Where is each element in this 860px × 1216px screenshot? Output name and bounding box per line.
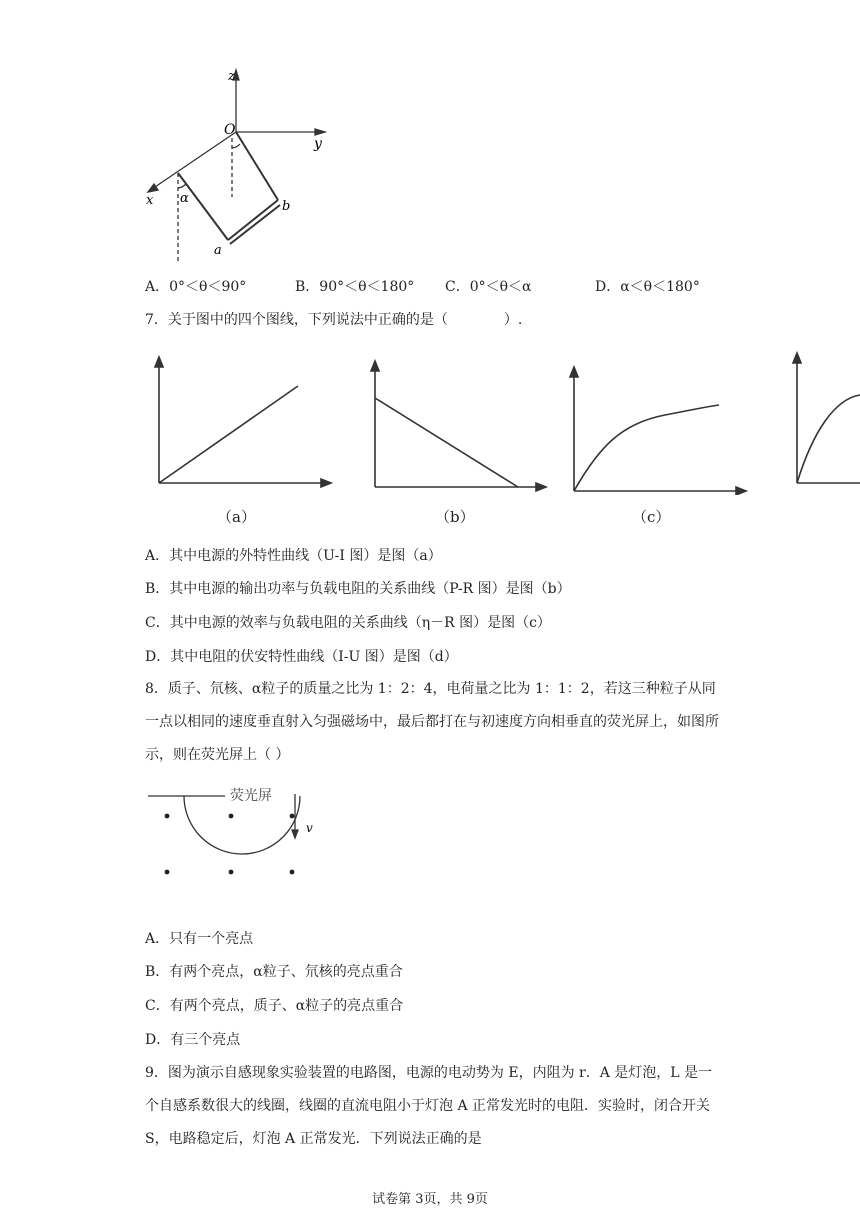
q9-stem: 9．图为演示自感现象实验装置的电路图，电源的电动势为 E，内阻为 r．A 是灯泡，L 是一个自感系数很大的线圈，线圈的直流电阻小于灯泡 A 正常发光时的电阻．实验时，闭合开关 S，电路稳定后，灯泡 A 正常发光．下列说法正确的是 bbox=[145, 1065, 713, 1147]
q8-option-c: C．有两个亮点，质子、α粒子的亮点重合 bbox=[145, 998, 404, 1014]
q7-caption-a: （a） bbox=[217, 508, 256, 526]
q6-option-b: B．90°＜θ＜180° bbox=[295, 279, 415, 295]
q6-axis-z-label: z bbox=[228, 69, 235, 84]
q6-angle-label: α bbox=[180, 191, 189, 206]
q8-stem: 8．质子、氘核、α粒子的质量之比为 1：2：4，电荷量之比为 1：1：2，若这三种粒子从同一点以相同的速度垂直射入匀强磁场中，最后都打在与初速度方向相垂直的荧光屏上，如图所示，则在荧光屏上（ ） bbox=[145, 681, 719, 763]
q8-v-label: v bbox=[306, 821, 313, 835]
q6-figure bbox=[140, 62, 340, 267]
q8-screen-label: 荧光屏 bbox=[230, 788, 272, 804]
graph-d-curve bbox=[797, 395, 860, 483]
q6-option-a: A．0°＜θ＜90° bbox=[145, 279, 247, 295]
q6-point-b-label: b bbox=[282, 199, 291, 214]
q8-figure bbox=[140, 780, 340, 890]
q7-stem: 7．关于图中的四个图线，下列说法中正确的是（ ）. bbox=[145, 312, 523, 328]
q8-option-d: D．有三个亮点 bbox=[145, 1032, 241, 1048]
graph-b-line bbox=[375, 398, 518, 487]
q6-origin-label: O bbox=[224, 122, 236, 138]
q8-option-b: B．有两个亮点，α粒子、氘核的亮点重合 bbox=[145, 964, 403, 980]
q7-caption-b: （b） bbox=[435, 508, 475, 526]
q6-option-d: D．α＜θ＜180° bbox=[595, 279, 700, 295]
q6-point-a-label: a bbox=[214, 243, 222, 258]
q7-option-a: A．其中电源的外特性曲线（U-I 图）是图（a） bbox=[145, 548, 442, 564]
graph-c-curve bbox=[574, 405, 719, 491]
q7-caption-c: （c） bbox=[632, 508, 671, 526]
page-footer: 试卷第 3页，共 9页 bbox=[372, 1192, 488, 1207]
q8-option-a: A．只有一个亮点 bbox=[145, 931, 254, 947]
q6-axis-x-label: x bbox=[146, 193, 154, 208]
q6-axis-y-label: y bbox=[314, 136, 322, 152]
q6-option-c: C．0°＜θ＜α bbox=[445, 279, 532, 295]
q7-option-b: B．其中电源的输出功率与负载电阻的关系曲线（P-R 图）是图（b） bbox=[145, 581, 571, 597]
q7-option-d: D．其中电阻的伏安特性曲线（I-U 图）是图（d） bbox=[145, 649, 458, 665]
graph-a-line bbox=[159, 386, 298, 483]
q7-option-c: C．其中电源的效率与负载电阻的关系曲线（η－R 图）是图（c） bbox=[145, 615, 551, 631]
q7-graphs bbox=[145, 345, 860, 495]
